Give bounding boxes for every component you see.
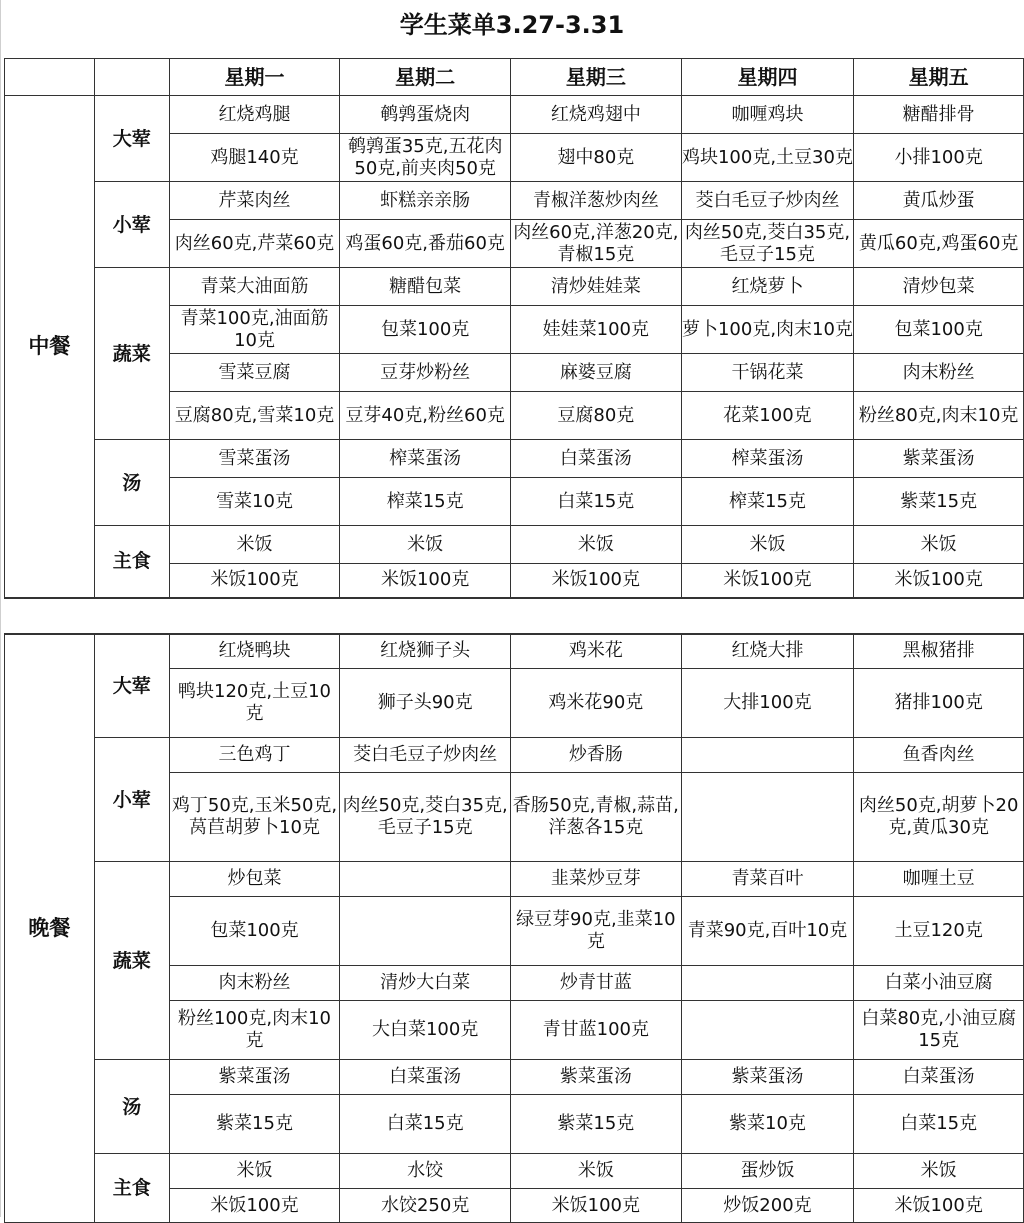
ingredient-cell: 米饭100克 [340,564,511,598]
ingredient-cell: 米饭100克 [511,1189,682,1223]
menu-row [5,1154,1024,1189]
category-label: 汤 [94,1060,169,1154]
dish-name-cell: 清炒娃娃菜 [511,268,682,306]
dish-name-cell: 红烧鸡翅中 [511,96,682,134]
dish-name-cell: 青菜大油面筋 [169,268,340,306]
dish-name-cell: 红烧大排 [681,634,854,669]
section-gap [5,598,1024,634]
dish-name-cell [681,738,854,773]
dish-name-cell: 红烧鸭块 [169,634,340,669]
category-label: 汤 [94,440,169,526]
ingredient-cell: 娃娃菜100克 [511,306,682,354]
ingredient-cell: 小排100克 [854,134,1024,182]
dish-name-cell: 榨菜蛋汤 [681,440,854,478]
dish-name-cell: 米饭 [854,526,1024,564]
ingredient-cell: 翅中80克 [511,134,682,182]
dish-name-cell: 糖醋排骨 [854,96,1024,134]
dish-name-cell: 糖醋包菜 [340,268,511,306]
ingredient-cell: 豆芽40克,粉丝60克 [340,392,511,440]
dish-name-cell: 清炒包菜 [854,268,1024,306]
ingredient-cell [340,897,511,966]
dish-name-cell: 米饭 [340,526,511,564]
dish-name-cell: 芹菜肉丝 [169,182,340,220]
dish-name-cell: 鸡米花 [511,634,682,669]
ingredient-cell: 雪菜10克 [169,478,340,526]
ingredient-cell: 紫菜10克 [681,1095,854,1154]
corner-cell [94,59,169,96]
dish-name-cell: 紫菜蛋汤 [511,1060,682,1095]
dish-name-cell: 白菜蛋汤 [511,440,682,478]
ingredient-cell: 白菜15克 [511,478,682,526]
menu-table [4,58,1024,1223]
dish-name-cell: 紫菜蛋汤 [169,1060,340,1095]
ingredient-cell: 鸡丁50克,玉米50克,莴苣胡萝卜10克 [169,773,340,862]
dish-name-cell [340,862,511,897]
dish-name-cell: 米饭 [511,1154,682,1189]
ingredient-cell: 雪菜豆腐 [169,354,340,392]
page-left-border [0,0,1,1217]
ingredient-cell: 粉丝100克,肉末10克 [169,1001,340,1060]
dish-name-cell: 黑椒猪排 [854,634,1024,669]
menu-row [5,862,1024,897]
ingredient-cell: 水饺250克 [340,1189,511,1223]
ingredient-cell [681,966,854,1001]
dish-name-cell: 鹌鹑蛋烧肉 [340,96,511,134]
dish-name-cell: 青菜百叶 [681,862,854,897]
ingredient-cell [681,1001,854,1060]
page-title: 学生菜单3.27-3.31 [399,11,625,39]
ingredient-cell: 青菜100克,油面筋10克 [169,306,340,354]
dish-name-cell: 雪菜蛋汤 [169,440,340,478]
category-label: 小荤 [94,182,169,268]
ingredient-cell: 炒青甘蓝 [511,966,682,1001]
dish-name-cell: 咖喱土豆 [854,862,1024,897]
category-label: 主食 [94,526,169,598]
dish-name-cell: 青椒洋葱炒肉丝 [511,182,682,220]
ingredient-cell: 紫菜15克 [169,1095,340,1154]
ingredient-cell: 花菜100克 [681,392,854,440]
ingredient-cell: 白菜15克 [340,1095,511,1154]
ingredient-cell: 白菜15克 [854,1095,1024,1154]
dish-name-cell: 炒香肠 [511,738,682,773]
menu-row [5,440,1024,478]
header-row [5,59,1024,96]
ingredient-cell: 鸡蛋60克,番茄60克 [340,220,511,268]
ingredient-cell: 鸭块120克,土豆10克 [169,669,340,738]
dish-name-cell: 榨菜蛋汤 [340,440,511,478]
ingredient-cell: 肉末粉丝 [854,354,1024,392]
lunch-meal-label: 中餐 [5,96,95,598]
dish-name-cell: 炒包菜 [169,862,340,897]
ingredient-cell: 肉丝50克,茭白35克,毛豆子15克 [681,220,854,268]
ingredient-cell: 清炒大白菜 [340,966,511,1001]
dish-name-cell: 红烧萝卜 [681,268,854,306]
ingredient-cell: 绿豆芽90克,韭菜10克 [511,897,682,966]
dish-name-cell: 鱼香肉丝 [854,738,1024,773]
menu-row [5,1060,1024,1095]
dish-name-cell: 米饭 [681,526,854,564]
ingredient-cell: 豆芽炒粉丝 [340,354,511,392]
day-header: 星期四 [681,59,854,96]
ingredient-cell: 大白菜100克 [340,1001,511,1060]
corner-cell [5,59,95,96]
ingredient-cell: 米饭100克 [169,564,340,598]
ingredient-cell: 包菜100克 [340,306,511,354]
dinner-meal-label: 晚餐 [5,634,95,1223]
category-label: 小荤 [94,738,169,862]
dish-name-cell: 米饭 [169,526,340,564]
ingredient-cell: 土豆120克 [854,897,1024,966]
gap-cell [5,598,1024,634]
ingredient-cell: 青甘蓝100克 [511,1001,682,1060]
ingredient-cell: 香肠50克,青椒,蒜苗,洋葱各15克 [511,773,682,862]
dish-name-cell: 虾糕亲亲肠 [340,182,511,220]
ingredient-cell: 米饭100克 [854,1189,1024,1223]
menu-row [5,634,1024,669]
category-label: 蔬菜 [94,862,169,1060]
category-label: 蔬菜 [94,268,169,440]
day-header: 星期二 [340,59,511,96]
menu-row [5,182,1024,220]
menu-row [5,96,1024,134]
ingredient-cell: 鸡米花90克 [511,669,682,738]
ingredient-cell: 炒饭200克 [681,1189,854,1223]
category-label: 大荤 [94,634,169,738]
ingredient-cell: 豆腐80克 [511,392,682,440]
day-header: 星期三 [511,59,682,96]
dish-name-cell: 白菜蛋汤 [340,1060,511,1095]
ingredient-cell: 米饭100克 [169,1189,340,1223]
ingredient-cell: 黄瓜60克,鸡蛋60克 [854,220,1024,268]
ingredient-cell: 包菜100克 [854,306,1024,354]
dish-name-cell: 黄瓜炒蛋 [854,182,1024,220]
ingredient-cell: 麻婆豆腐 [511,354,682,392]
dish-name-cell: 茭白毛豆子炒肉丝 [340,738,511,773]
ingredient-cell: 豆腐80克,雪菜10克 [169,392,340,440]
dish-name-cell: 咖喱鸡块 [681,96,854,134]
ingredient-cell: 萝卜100克,肉末10克 [681,306,854,354]
ingredient-cell [681,773,854,862]
dish-name-cell: 蛋炒饭 [681,1154,854,1189]
dish-name-cell: 韭菜炒豆芽 [511,862,682,897]
dish-name-cell: 三色鸡丁 [169,738,340,773]
dish-name-cell: 紫菜蛋汤 [854,440,1024,478]
category-label: 大荤 [94,96,169,182]
ingredient-cell: 白菜小油豆腐 [854,966,1024,1001]
menu-row [5,526,1024,564]
menu-row [5,268,1024,306]
dish-name-cell: 水饺 [340,1154,511,1189]
ingredient-cell: 大排100克 [681,669,854,738]
ingredient-cell: 紫菜15克 [854,478,1024,526]
ingredient-cell: 青菜90克,百叶10克 [681,897,854,966]
dish-name-cell: 米饭 [169,1154,340,1189]
ingredient-cell: 狮子头90克 [340,669,511,738]
dish-name-cell: 茭白毛豆子炒肉丝 [681,182,854,220]
ingredient-cell: 鸡腿140克 [169,134,340,182]
dish-name-cell: 紫菜蛋汤 [681,1060,854,1095]
ingredient-cell: 榨菜15克 [681,478,854,526]
ingredient-cell: 米饭100克 [854,564,1024,598]
ingredient-cell: 米饭100克 [681,564,854,598]
dish-name-cell: 米饭 [854,1154,1024,1189]
dish-name-cell: 白菜蛋汤 [854,1060,1024,1095]
ingredient-cell: 鸡块100克,土豆30克 [681,134,854,182]
ingredient-cell: 紫菜15克 [511,1095,682,1154]
ingredient-cell: 鹌鹑蛋35克,五花肉50克,前夹肉50克 [340,134,511,182]
menu-row [5,738,1024,773]
day-header: 星期五 [854,59,1024,96]
dish-name-cell: 红烧狮子头 [340,634,511,669]
ingredient-cell: 肉丝60克,洋葱20克,青椒15克 [511,220,682,268]
ingredient-cell: 肉丝50克,胡萝卜20克,黄瓜30克 [854,773,1024,862]
ingredient-cell: 包菜100克 [169,897,340,966]
ingredient-cell: 肉丝50克,茭白35克,毛豆子15克 [340,773,511,862]
dish-name-cell: 红烧鸡腿 [169,96,340,134]
day-header: 星期一 [169,59,340,96]
ingredient-cell: 粉丝80克,肉末10克 [854,392,1024,440]
ingredient-cell: 米饭100克 [511,564,682,598]
ingredient-cell: 榨菜15克 [340,478,511,526]
category-label: 主食 [94,1154,169,1223]
dish-name-cell: 米饭 [511,526,682,564]
ingredient-cell: 干锅花菜 [681,354,854,392]
ingredient-cell: 肉末粉丝 [169,966,340,1001]
ingredient-cell: 白菜80克,小油豆腐15克 [854,1001,1024,1060]
ingredient-cell: 肉丝60克,芹菜60克 [169,220,340,268]
ingredient-cell: 猪排100克 [854,669,1024,738]
